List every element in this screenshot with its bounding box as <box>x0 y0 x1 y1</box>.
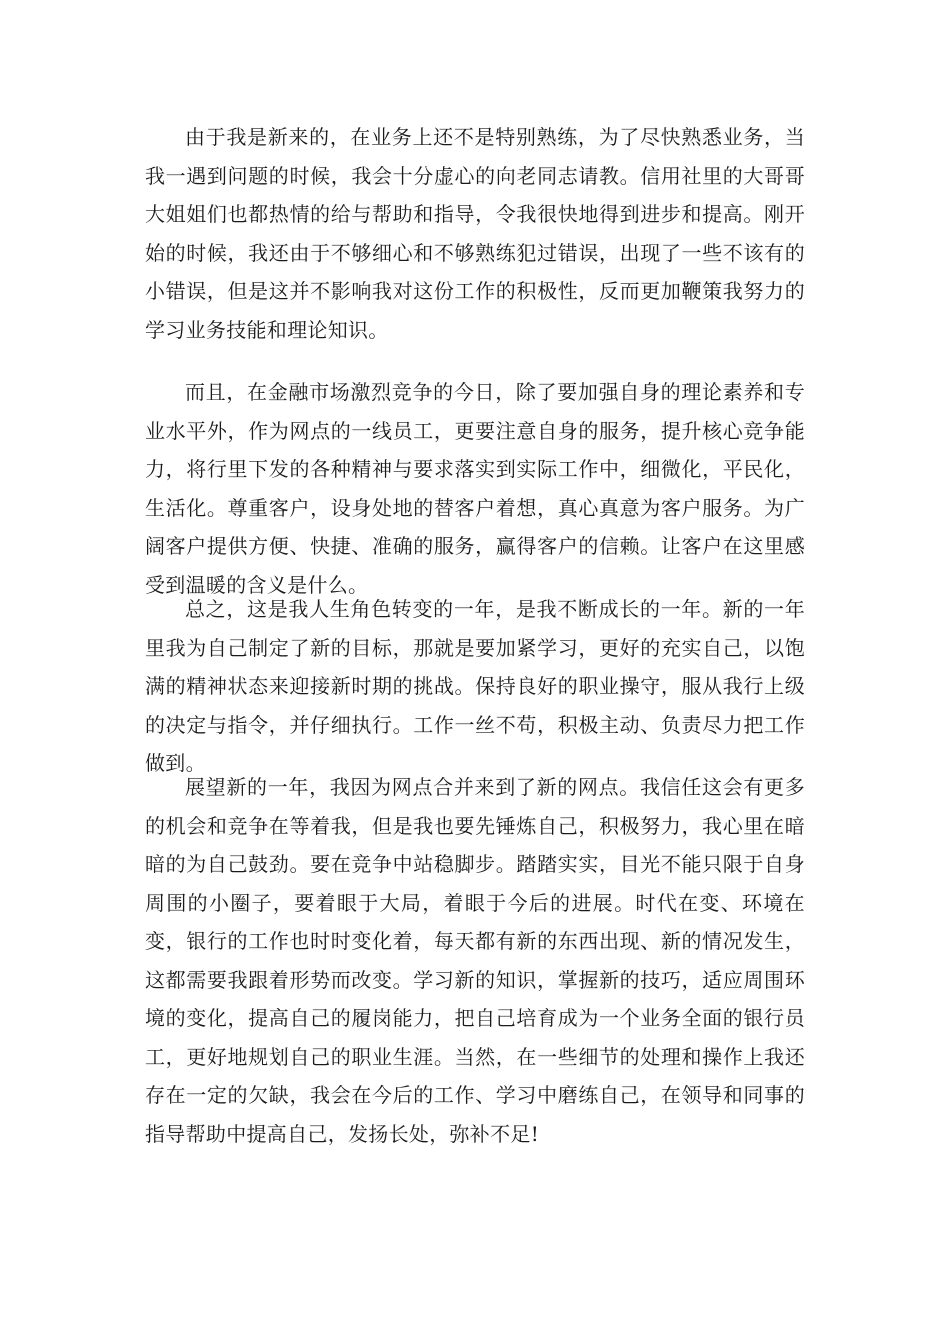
paragraph-2: 而且，在金融市场激烈竞争的今日，除了要加强自身的理论素养和专业水平外，作为网点的一线员工，更要注意自身的服务，提升核心竞争能力，将行里下发的各种精神与要求落实到实际工作中，细微化，平民化，生活化。尊重客户，设身处地的替客户着想，真心真意为客户服务。为广阔客户提供方便、快捷、准确的服务，赢得客户的信赖。让客户在这里感受到温暖的含义是什么。 <box>145 380 805 597</box>
paragraph-4: 展望新的一年，我因为网点合并来到了新的网点。我信任这会有更多的机会和竞争在等着我，但是我也要先锤炼自己，积极努力，我心里在暗暗的为自己鼓劲。要在竞争中站稳脚步。踏踏实实，目光不能只限于自身周围的小圈子，要着眼于大局，着眼于今后的进展。时代在变、环境在变，银行的工作也时时变化着，每天都有新的东西出现、新的情况发生，这都需要我跟着形势而改变。学习新的知识，掌握新的技巧，适应周围环境的变化，提高自己的履岗能力，把自己培育成为一个业务全面的银行员工，更好地规划自己的职业生涯。当然，在一些细节的处理和操作上我还存在一定的欠缺，我会在今后的工作、学习中磨练自己，在领导和同事的指导帮助中提高自己，发扬长处，弥补不足! <box>145 775 805 1146</box>
paragraph-3: 总之，这是我人生角色转变的一年，是我不断成长的一年。新的一年里我为自己制定了新的目标，那就是要加紧学习，更好的充实自己，以饱满的精神状态来迎接新时期的挑战。保持良好的职业操守，服从我行上级的决定与指令，并仔细执行。工作一丝不苟，积极主动、负责尽力把工作做到。 <box>145 597 805 775</box>
paragraph-1: 由于我是新来的，在业务上还不是特别熟练，为了尽快熟悉业务，当我一遇到问题的时候，我会十分虚心的向老同志请教。信用社里的大哥哥大姐姐们也都热情的给与帮助和指导，令我很快地得到进步和提高。刚开始的时候，我还由于不够细心和不够熟练犯过错误，出现了一些不该有的小错误，但是这并不影响我对这份工作的积极性，反而更加鞭策我努力的学习业务技能和理论知识。 <box>145 125 805 342</box>
